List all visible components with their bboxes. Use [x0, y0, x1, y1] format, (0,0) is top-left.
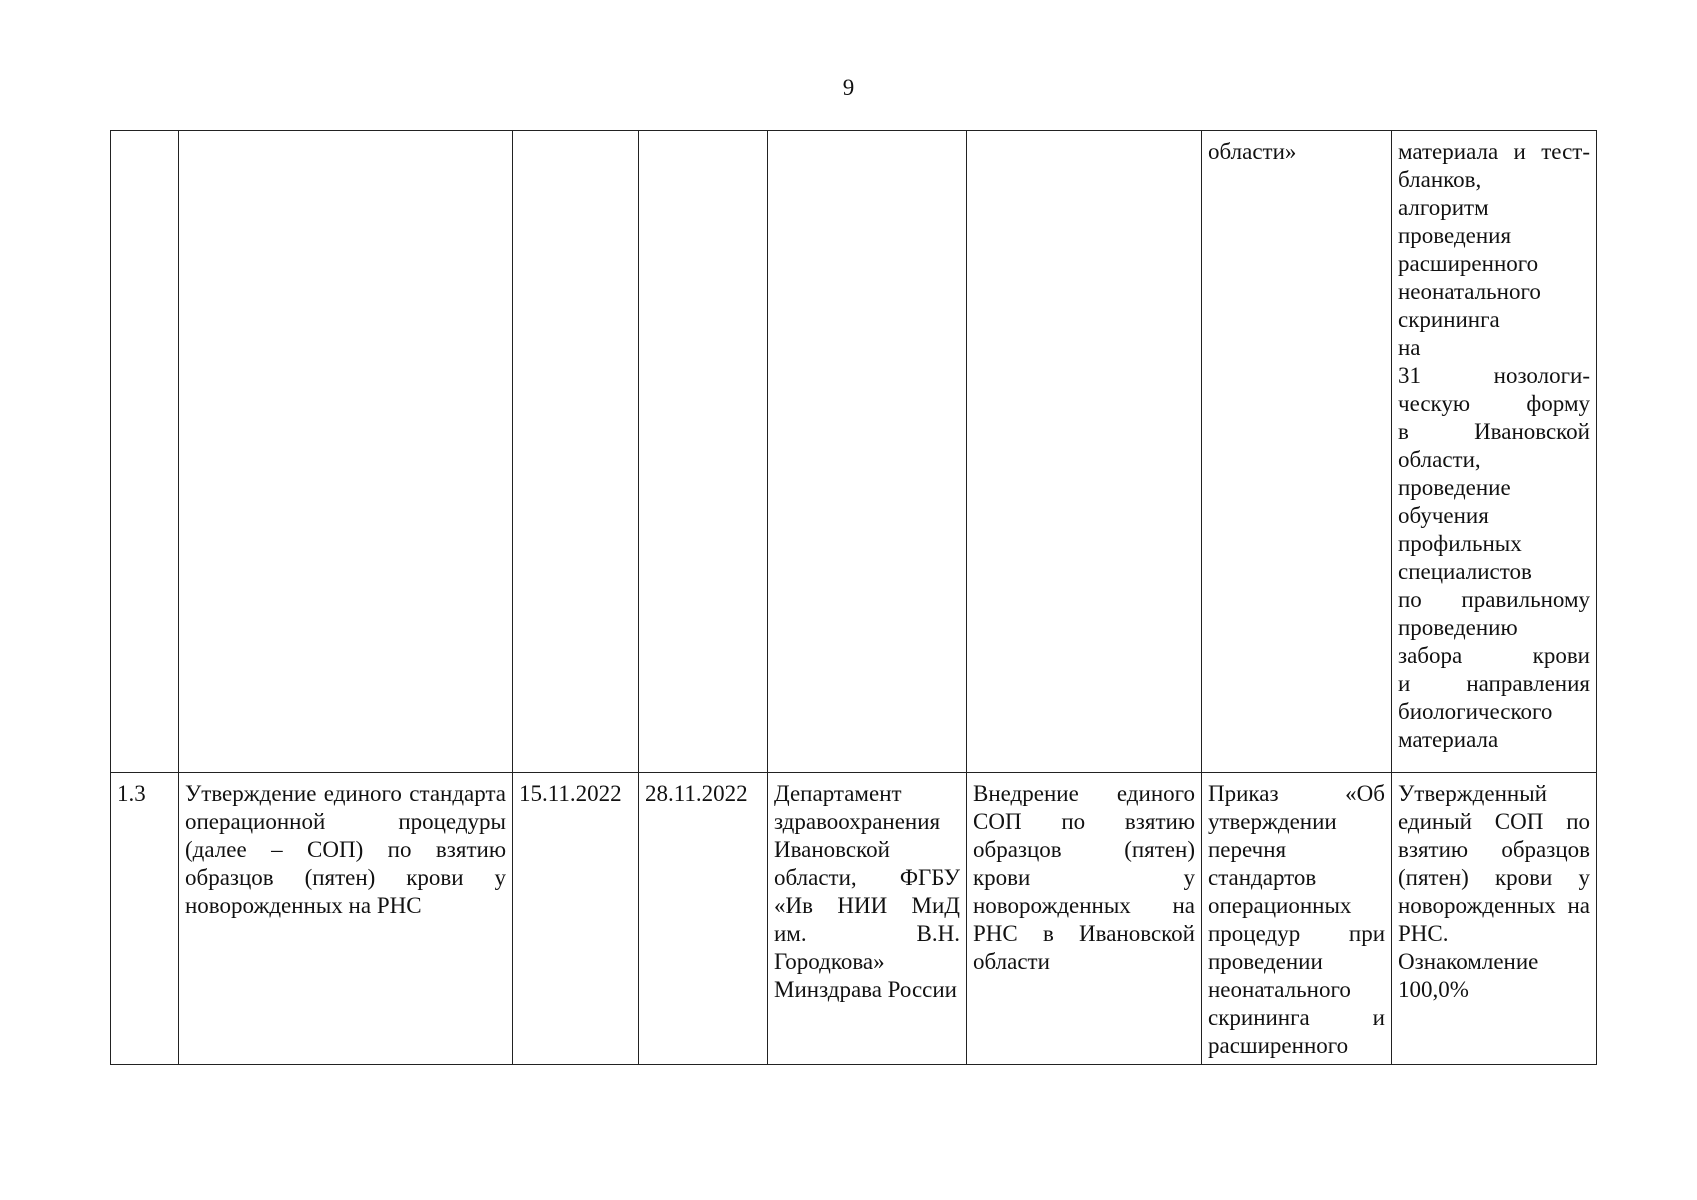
cell-document: Приказ «Об утверждении перечня стандартов операционных процедур при проведении неонатального скрининга и расширенного [1202, 773, 1392, 1065]
indicator-line: специалистов [1398, 559, 1532, 584]
cell-number-empty [111, 131, 179, 773]
cell-name-empty [179, 131, 513, 773]
cell-indicator: Утвержденный единый СОП по взятию образцов (пятен) крови у новорожденных на РНС. Ознакомление 100,0% [1392, 773, 1597, 1065]
indicator-line: проведение [1398, 475, 1511, 500]
cell-result-empty [967, 131, 1202, 773]
indicator-line: ческую форму [1398, 391, 1590, 416]
indicator-line: расширенного [1398, 251, 1539, 276]
indicator-line: неонатального [1398, 279, 1541, 304]
table-row-1-3 [111, 773, 1597, 1065]
cell-end-date: 28.11.2022 [639, 773, 768, 1065]
indicator-line: в Ивановской [1398, 419, 1590, 444]
cell-responsible-empty [768, 131, 967, 773]
indicator-line: алгоритм [1398, 195, 1489, 220]
indicator-line: бланков, [1398, 167, 1482, 192]
plan-table [110, 130, 1597, 1065]
indicator-line: на [1398, 335, 1421, 360]
cell-indicator-continued [1392, 131, 1597, 773]
indicator-line: профильных [1398, 531, 1522, 556]
cell-end-date-empty [639, 131, 768, 773]
cell-start-date-empty [513, 131, 639, 773]
indicator-line: материала и тест- [1398, 139, 1590, 164]
indicator-line: проведению [1398, 615, 1518, 640]
indicator-line: биологического [1398, 699, 1553, 724]
cell-name: Утверждение единого стандарта операционной процедуры (далее – СОП) по взятию образцов (пятен) крови у новорожденных на РНС [179, 773, 513, 1065]
indicator-line: по правильному [1398, 587, 1590, 612]
table-row-continued [111, 131, 1597, 773]
indicator-line: 31 нозологи- [1398, 363, 1590, 388]
indicator-line: проведения [1398, 223, 1512, 248]
cell-number: 1.3 [111, 773, 179, 1065]
indicator-line: скрининга [1398, 307, 1500, 332]
indicator-lines [1398, 138, 1590, 754]
cell-expected-result: Внедрение единого СОП по взятию образцов (пятен) крови у новорожденных на РНС в Ивановской области [967, 773, 1202, 1065]
indicator-line: обучения [1398, 503, 1489, 528]
indicator-line: материала [1398, 727, 1499, 752]
page-number: 9 [842, 75, 855, 100]
indicator-line: и направления [1398, 671, 1590, 696]
indicator-line: забора крови [1398, 643, 1590, 668]
indicator-line: области, [1398, 447, 1481, 472]
cell-document-continued: области» [1202, 131, 1392, 773]
cell-responsible: Департамент здравоохранения Ивановской области, ФГБУ «Ив НИИ МиД им. В.Н. Городкова» Минздрава России [768, 773, 967, 1065]
cell-start-date: 15.11.2022 [513, 773, 639, 1065]
